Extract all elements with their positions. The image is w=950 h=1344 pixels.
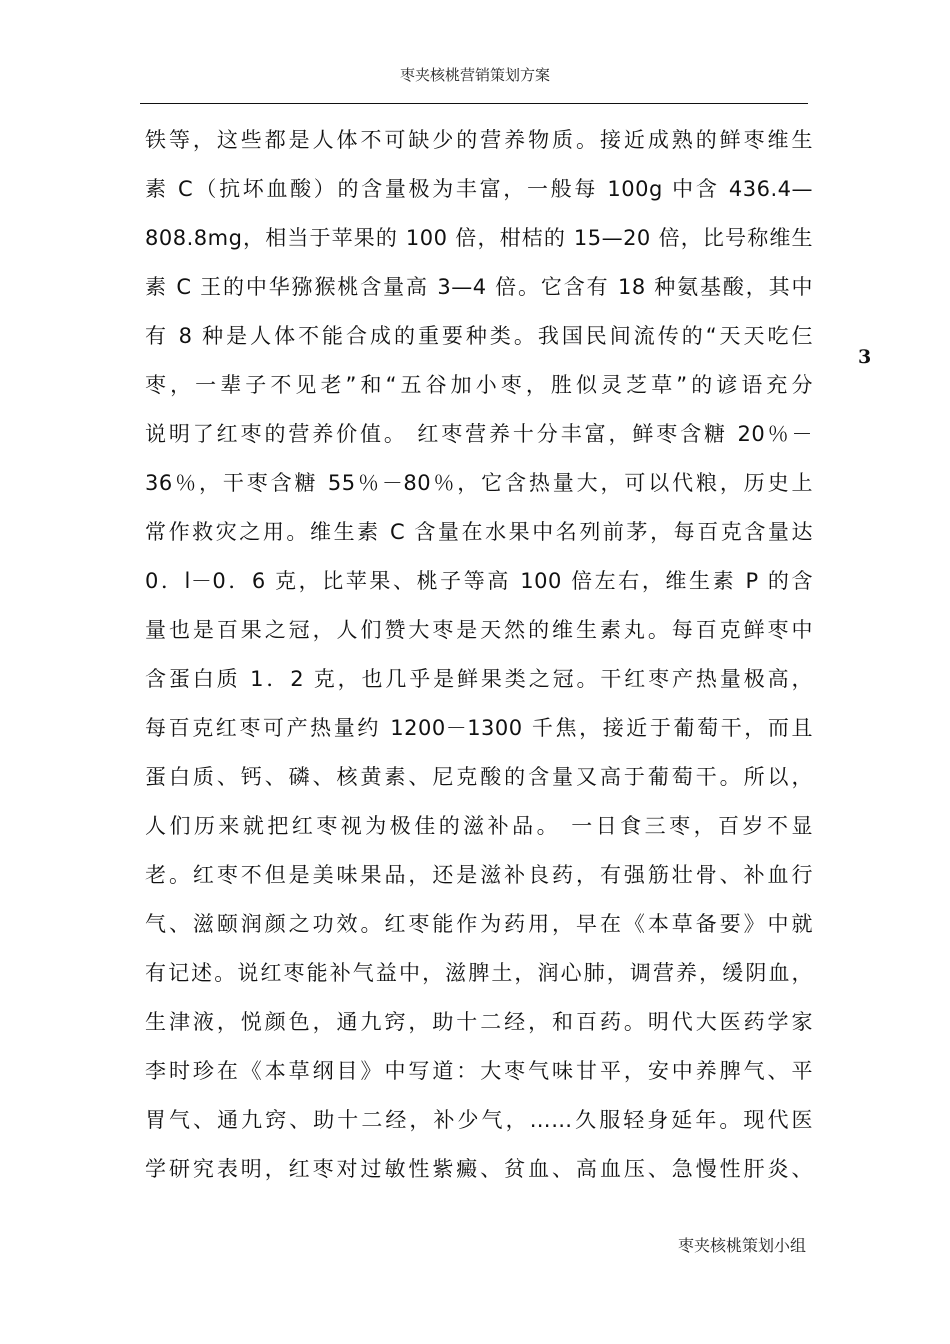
- text-line: 铁等，这些都是人体不可缺少的营养物质。接近成熟的鲜枣维生: [145, 128, 813, 152]
- text-line: 量也是百果之冠，人们赞大枣是天然的维生素丸。每百克鲜枣中: [145, 618, 813, 642]
- text-line: 生津液，悦颜色，通九窍，助十二经，和百药。明代大医药学家: [145, 1010, 813, 1034]
- text-line: 学研究表明，红枣对过敏性紫癜、贫血、高血压、急慢性肝炎、: [145, 1157, 813, 1181]
- text-line: 李时珍在《本草纲目》中写道：大枣气味甘平，安中养脾气、平: [145, 1059, 813, 1083]
- text-line: 素 C 王的中华猕猴桃含量高 3—4 倍。它含有 18 种氨基酸，其中: [145, 275, 813, 299]
- text-line: 枣，一辈子不见老”和“五谷加小枣，胜似灵芝草”的谚语充分: [145, 373, 813, 397]
- text-line: 有 8 种是人体不能合成的重要种类。我国民间流传的“天天吃仨: [145, 324, 813, 348]
- header-divider: [140, 103, 808, 104]
- text-line: 36％，干枣含糖 55％－80％，它含热量大，可以代粮，历史上: [145, 471, 813, 495]
- text-line: 含蛋白质 1．2 克，也几乎是鲜果类之冠。干红枣产热量极高，: [145, 667, 813, 691]
- text-line: 说明了红枣的营养价值。 红枣营养十分丰富，鲜枣含糖 20％－: [145, 422, 813, 446]
- text-line: 有记述。说红枣能补气益中，滋脾土，润心肺，调营养，缓阴血，: [145, 961, 813, 985]
- text-line: 0．l－0．6 克，比苹果、桃子等高 100 倍左右，维生素 P 的含: [145, 569, 813, 593]
- text-line: 素 C（抗坏血酸）的含量极为丰富，一般每 100g 中含 436.4—: [145, 177, 813, 201]
- text-line: 人们历来就把红枣视为极佳的滋补品。 一日食三枣，百岁不显: [145, 814, 813, 838]
- text-line: 蛋白质、钙、磷、核黄素、尼克酸的含量又高于葡萄干。所以，: [145, 765, 813, 789]
- running-footer: 枣夹核桃策划小组: [678, 1236, 807, 1255]
- running-header-title: 枣夹核桃营销策划方案: [399, 66, 550, 84]
- text-line: 胃气、通九窍、助十二经，补少气，……久服轻身延年。现代医: [145, 1108, 813, 1132]
- text-line: 每百克红枣可产热量约 1200－1300 千焦，接近于葡萄干，而且: [145, 716, 813, 740]
- text-line: 老。红枣不但是美味果品，还是滋补良药，有强筋壮骨、补血行: [145, 863, 813, 887]
- text-line: 808.8mg，相当于苹果的 100 倍，柑桔的 15—20 倍，比号称维生: [145, 226, 813, 250]
- body-paragraph: [145, 116, 813, 1194]
- text-line: 气、滋颐润颜之功效。红枣能作为药用，早在《本草备要》中就: [145, 912, 813, 936]
- page-number: 3: [858, 346, 872, 368]
- text-line: 常作救灾之用。维生素 C 含量在水果中名列前茅，每百克含量达: [145, 520, 813, 544]
